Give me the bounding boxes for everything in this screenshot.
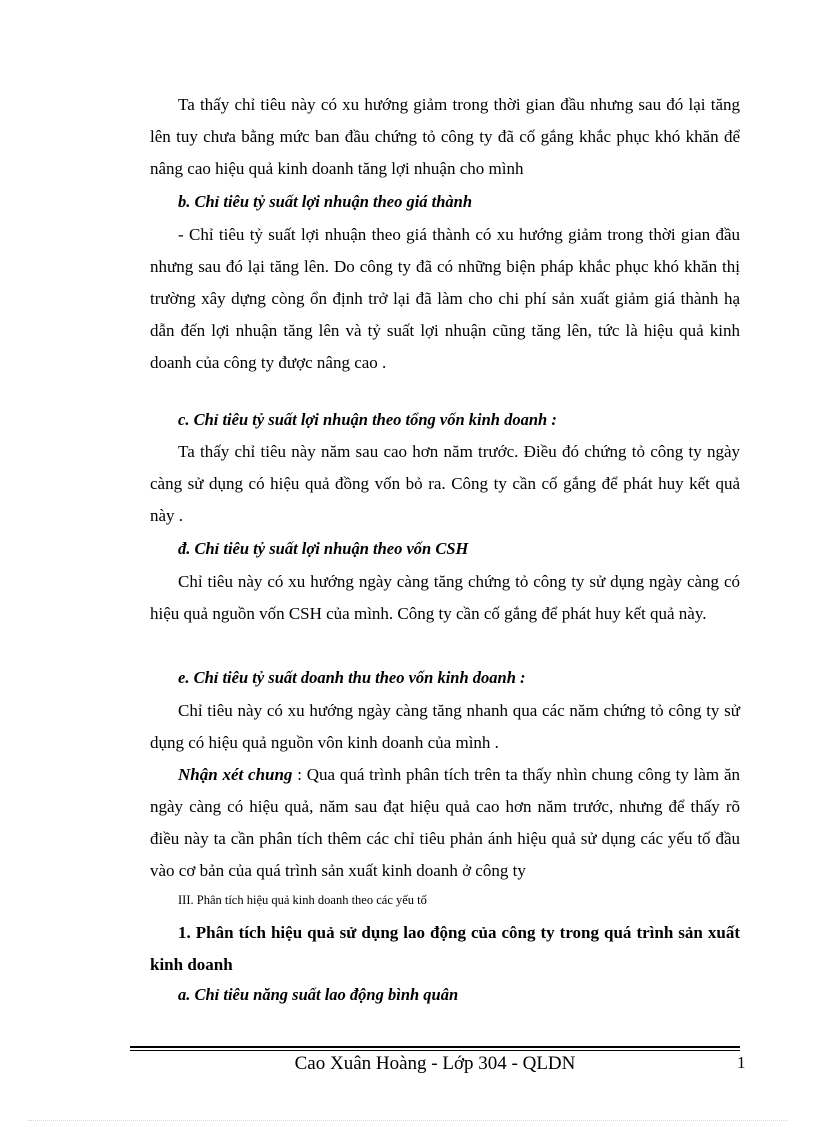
paragraph-intro: Ta thấy chỉ tiêu này có xu hướng giảm trong thời gian đầu nhưng sau đó lại tăng lên tuy chưa bằng mức ban đầu chứng tỏ công ty đã cố gắng khắc phục khó khăn để nâng cao hiệu quả kinh doanh tăng lợi nhuận cho mình: [150, 95, 740, 178]
summary-text: : Qua quá trình phân tích trên ta thấy nhìn chung công ty làm ăn ngày càng có hiệu quả, năm sau đạt hiệu quả cao hơn năm trước, nhưng để thấy rõ điều này ta cần phân tích thêm các chỉ tiêu phản ánh hiệu quả sử dụng các yếu tố đầu vào cơ bản của quá trình sản xuất kinh doanh ở công ty: [150, 765, 740, 880]
paragraph-c: Ta thấy chỉ tiêu này năm sau cao hơn năm trước. Điều đó chứng tỏ công ty ngày càng sử dụng có hiệu quả đồng vốn bỏ ra. Công ty cần cố gắng để phát huy kết quả này .: [150, 442, 740, 525]
footer-author: Cao Xuân Hoàng - Lớp 304 - QLDN: [294, 1053, 576, 1074]
summary-label: Nhận xét chung: [178, 765, 293, 784]
heading-b: b. Chỉ tiêu tỷ suất lợi nhuận theo giá thành: [178, 192, 473, 211]
heading-d: đ. Chỉ tiêu tỷ suất lợi nhuận theo vốn CSH: [178, 539, 469, 558]
heading-section-iii: III. Phân tích hiệu quả kinh doanh theo các yếu tố: [178, 893, 427, 907]
page-number: 1: [737, 1053, 746, 1072]
paragraph-e: Chỉ tiêu này có xu hướng ngày càng tăng nhanh qua các năm chứng tỏ công ty sử dụng có hiệu quả nguồn vôn kinh doanh của mình .: [150, 701, 740, 752]
paragraph-b: - Chỉ tiêu tỷ suất lợi nhuận theo giá thành có xu hướng giảm trong thời gian đầu nhưng sau đó lại tăng lên. Do công ty đã có những biện pháp khắc phục khó khăn thị trường xây dựng còng ổn định trở lại đã làm cho chi phí sản xuất giảm giá thành hạ dẫn đến lợi nhuận tăng lên và tỷ suất lợi nhuận cũng tăng lên, tức là hiệu quả kinh doanh của công ty được nâng cao .: [150, 225, 740, 372]
paragraph-d: Chỉ tiêu này có xu hướng ngày càng tăng chứng tỏ công ty sử dụng ngày càng có hiệu quả nguồn vốn CSH của mình. Công ty cần cố gắng để phát huy kết quả này.: [150, 572, 740, 623]
paragraph-summary: [150, 759, 740, 887]
page-bottom-border: [28, 1120, 788, 1121]
footer-divider-thin: [130, 1050, 740, 1051]
heading-a: a. Chỉ tiêu năng suất lao động bình quân: [178, 985, 459, 1004]
heading-1: 1. Phân tích hiệu quả sử dụng lao động của công ty trong quá trình sản xuất kinh doanh: [150, 923, 740, 974]
footer-divider-thick: [130, 1046, 740, 1048]
heading-c: c. Chỉ tiêu tỷ suất lợi nhuận theo tổng vốn kinh doanh :: [178, 410, 557, 429]
heading-e: e. Chỉ tiêu tỷ suất doanh thu theo vốn kinh doanh :: [178, 668, 526, 687]
